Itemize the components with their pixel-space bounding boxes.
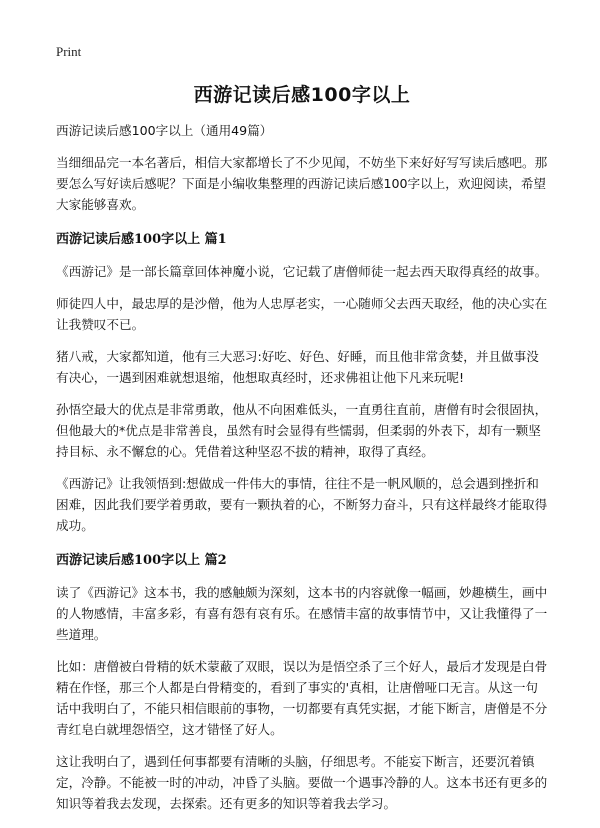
paragraph: 师徒四人中，最忠厚的是沙僧，他为人忠厚老实，一心随师父去西天取经，他的决心实在让我赞叹不已。 — [56, 296, 548, 332]
section-heading: 西游记读后感100字以上 篇1 — [56, 232, 227, 247]
section-2 — [56, 550, 548, 814]
article-body — [56, 120, 548, 825]
paragraph: 孙悟空最大的优点是非常勇敢，他从不向困难低头，一直勇往直前，唐僧有时会很固执，但他最大的*优点是非常善良，虽然有时会显得有些懦弱，但柔弱的外表下，却有一颗坚持目标、永不懈怠的心。凭借着这种坚忍不拔的精神，取得了真经。 — [56, 402, 548, 459]
paragraph: 读了《西游记》这本书，我的感触颇为深刻，这本书的内容就像一幅画，妙趣横生，画中的人物感情，丰富多彩，有喜有怨有哀有乐。在感情丰富的故事情节中，又让我懂得了一些道理。 — [56, 585, 548, 642]
section-1 — [56, 229, 548, 536]
page-title: 西游记读后感100字以上 — [193, 84, 411, 106]
paragraph: 猪八戒，大家都知道，他有三大恶习:好吃、好色、好睡，而且他非常贪婪，并且做事没有决心，一遇到困难就想退缩，他想取真经时，还求佛祖让他下凡来玩呢! — [56, 349, 539, 385]
section-heading: 西游记读后感100字以上 篇2 — [56, 553, 227, 568]
paragraph: 《西游记》让我领悟到:想做成一件伟大的事情，往往不是一帆风顺的，总会遇到挫折和困难，因此我们要学着勇敢，要有一颗执着的心，不断努力奋斗，只有这样最终才能取得成功。 — [56, 476, 548, 533]
print-link[interactable]: Print — [56, 44, 82, 59]
intro-paragraph: 当细细品完一本名著后，相信大家都增长了不少见闻，不妨坐下来好好写写读后感吧。那要怎么写好读后感呢？下面是小编收集整理的西游记读后感100字以上，欢迎阅读，希望大家能够喜欢。 — [56, 155, 548, 212]
article-subtitle: 西游记读后感100字以上（通用49篇） — [56, 123, 273, 138]
paragraph: 比如：唐僧被白骨精的妖术蒙蔽了双眼，误以为是悟空杀了三个好人，最后才发现是白骨精在作怪，那三个人都是白骨精变的，看到了事实的'真相，让唐僧哑口无言。从这一句话中我明白了，不能只相信眼前的事物，一切都要有真凭实据，才能下断言，唐僧是不分青红皂白就埋怨悟空，这才错怪了好人。 — [56, 659, 548, 737]
paragraph: 《西游记》是一部长篇章回体神魔小说，它记载了唐僧师徒一起去西天取得真经的故事。 — [56, 264, 548, 279]
paragraph: 这让我明白了，遇到任何事都要有清晰的头脑，仔细思考。不能妄下断言，还要沉着镇定，冷静。不能被一时的冲动，冲昏了头脑。要做一个遇事冷静的人。这本书还有更多的知识等着我去发现，去探索。还有更多的知识等着我去学习。 — [56, 754, 548, 811]
